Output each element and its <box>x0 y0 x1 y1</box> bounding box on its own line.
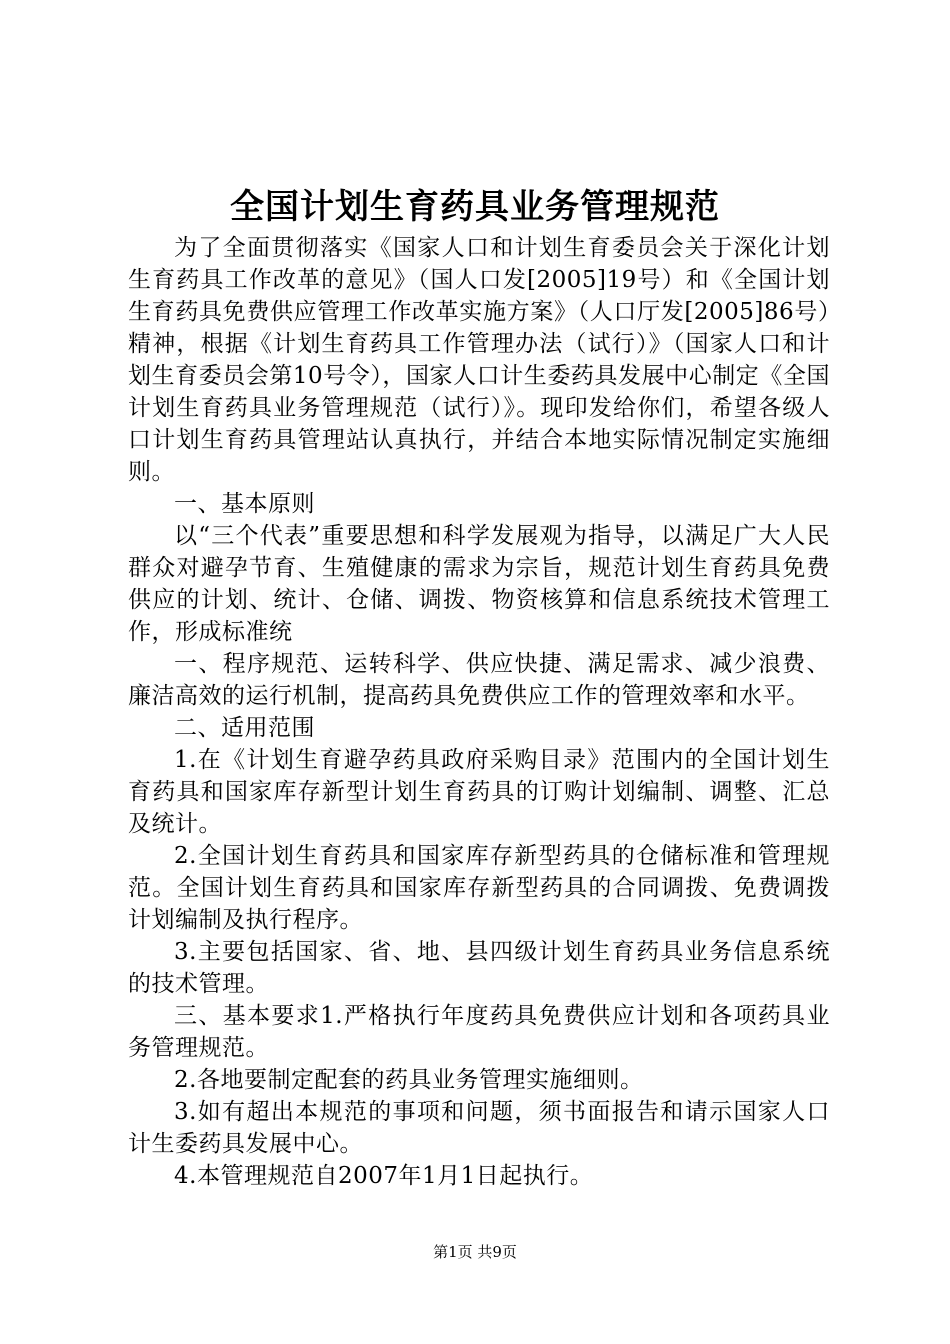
paragraph-intro: 为了全面贯彻落实《国家人口和计划生育委员会关于深化计划生育药具工作改革的意见》（国人口发[2005]19号）和《全国计划生育药具免费供应管理工作改革实施方案》（人口厅发[2005]86号）精神，根据《计划生育药具工作管理办法（试行）》（国家人口和计划生育委员会第10号令），国家人口计生委药具发展中心制定《全国计划生育药具业务管理规范（试行）》。现印发给你们，希望各级人口计划生育药具管理站认真执行，并结合本地实际情况制定实施细则。 <box>128 235 830 485</box>
paragraph-scope-3: 3.主要包括国家、省、地、县四级计划生育药具业务信息系统的技术管理。 <box>128 939 830 997</box>
heading-basic-principles: 一、基本原则 <box>174 491 315 517</box>
paragraph-scope-1: 1.在《计划生育避孕药具政府采购目录》范围内的全国计划生育药具和国家库存新型计划生育药具的订购计划编制、调整、汇总及统计。 <box>128 747 830 837</box>
heading-scope: 二、适用范围 <box>174 715 315 741</box>
document-body <box>128 232 830 1192</box>
paragraph-scope-2: 2.全国计划生育药具和国家库存新型药具的仓储标准和管理规范。全国计划生育药具和国家库存新型药具的合同调拨、免费调拨计划编制及执行程序。 <box>128 843 830 933</box>
paragraph-requirements-3: 3.如有超出本规范的事项和问题，须书面报告和请示国家人口计生委药具发展中心。 <box>128 1099 830 1157</box>
paragraph-requirements-2: 2.各地要制定配套的药具业务管理实施细则。 <box>174 1067 644 1093</box>
paragraph-requirements-1: 三、基本要求1.严格执行年度药具免费供应计划和各项药具业务管理规范。 <box>128 1003 830 1061</box>
paragraph-principles-continued: 一、程序规范、运转科学、供应快捷、满足需求、减少浪费、廉洁高效的运行机制，提高药具免费供应工作的管理效率和水平。 <box>128 651 830 709</box>
page-footer: 第1页 共9页 <box>433 1243 517 1261</box>
paragraph-requirements-4: 4.本管理规范自2007年1月1日起执行。 <box>174 1163 594 1189</box>
document-title: 全国计划生育药具业务管理规范 <box>230 187 720 227</box>
paragraph-principles: 以“三个代表”重要思想和科学发展观为指导，以满足广大人民群众对避孕节育、生殖健康的需求为宗旨，规范计划生育药具免费供应的计划、统计、仓储、调拨、物资核算和信息系统技术管理工作，形成标准统 <box>128 523 830 645</box>
